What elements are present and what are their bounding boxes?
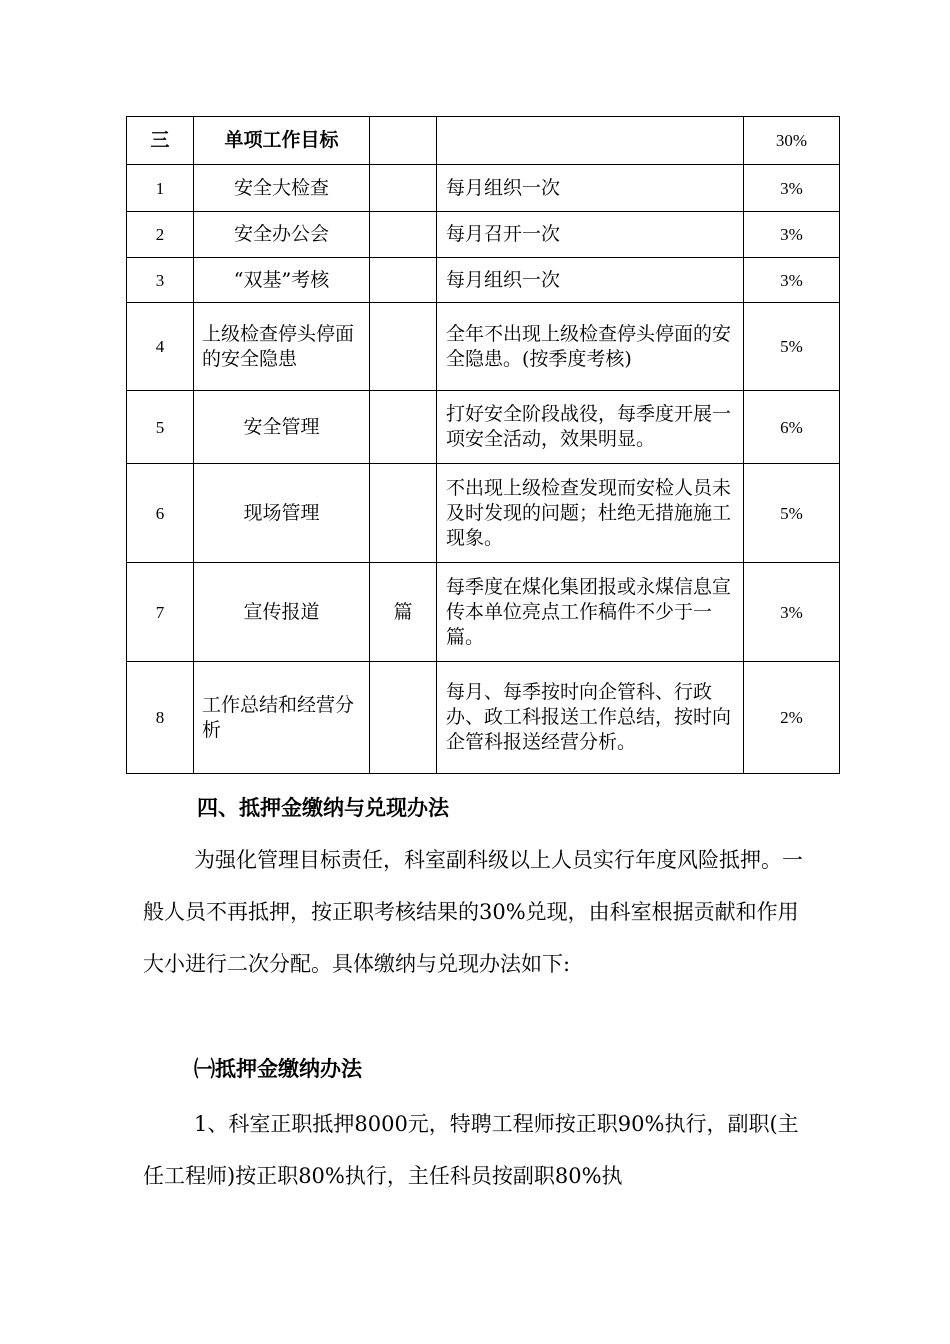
row-number: 2 (127, 212, 194, 258)
item-name: 现场管理 (194, 464, 370, 563)
unit-cell (370, 464, 437, 563)
standard-cell: 每月、每季按时向企管科、行政办、政工科报送工作总结，按时向企管科报送经营分析。 (437, 662, 744, 774)
weight-cell: 3% (744, 212, 840, 258)
weight-cell: 5% (744, 464, 840, 563)
row-number: 1 (127, 165, 194, 212)
row-number: 8 (127, 662, 194, 774)
standard-cell: 全年不出现上级检查停头停面的安全隐患。(按季度考核) (437, 303, 744, 391)
weight-cell: 3% (744, 563, 840, 662)
row-number: 三 (127, 117, 194, 165)
table-row (127, 212, 840, 258)
unit-cell: 篇 (370, 563, 437, 662)
table-row (127, 117, 840, 165)
body-paragraph-item-1: 1、科室正职抵押8000元，特聘工程师按正职90%执行，副职(主任工程师)按正职80%执行，主任科员按副职80%执 (143, 1112, 799, 1188)
weight-cell: 6% (744, 391, 840, 464)
standard-cell: 不出现上级检查发现而安检人员未及时发现的问题；杜绝无措施施工现象。 (437, 464, 744, 563)
item-name: 安全大检查 (194, 165, 370, 212)
item-name: 安全管理 (194, 391, 370, 464)
unit-cell (370, 258, 437, 303)
table-row (127, 303, 840, 391)
standard-cell: 每季度在煤化集团报或永煤信息宣传本单位亮点工作稿件不少于一篇。 (437, 563, 744, 662)
item-name: 工作总结和经营分析 (194, 662, 370, 774)
standard-cell: 打好安全阶段战役，每季度开展一项安全活动，效果明显。 (437, 391, 744, 464)
body-paragraph: 为强化管理目标责任，科室副科级以上人员实行年度风险抵押。一般人员不再抵押，按正职考核结果的30%兑现，由科室根据贡献和作用大小进行二次分配。具体缴纳与兑现办法如下: (143, 848, 803, 976)
table-row (127, 258, 840, 303)
row-number: 6 (127, 464, 194, 563)
item-name: “双基”考核 (194, 258, 370, 303)
weight-cell: 3% (744, 165, 840, 212)
weight-cell: 5% (744, 303, 840, 391)
weight-cell: 30% (744, 117, 840, 165)
item-name: 宣传报道 (194, 563, 370, 662)
table-row (127, 662, 840, 774)
weight-cell: 2% (744, 662, 840, 774)
table-row (127, 165, 840, 212)
standard-cell (437, 117, 744, 165)
item-name: 上级检查停头停面的安全隐患 (194, 303, 370, 391)
row-number: 7 (127, 563, 194, 662)
row-number: 3 (127, 258, 194, 303)
standard-cell: 每月召开一次 (437, 212, 744, 258)
standard-cell: 每月组织一次 (437, 165, 744, 212)
table-row (127, 391, 840, 464)
table-row (127, 464, 840, 563)
unit-cell (370, 165, 437, 212)
sub-heading: ㈠抵押金缴纳办法 (194, 1056, 362, 1081)
unit-cell (370, 212, 437, 258)
goals-table (126, 116, 840, 774)
row-number: 5 (127, 391, 194, 464)
section-heading: 四、抵押金缴纳与兑现办法 (197, 795, 449, 820)
item-name: 安全办公会 (194, 212, 370, 258)
weight-cell: 3% (744, 258, 840, 303)
row-number: 4 (127, 303, 194, 391)
standard-cell: 每月组织一次 (437, 258, 744, 303)
unit-cell (370, 391, 437, 464)
table-row (127, 563, 840, 662)
unit-cell (370, 662, 437, 774)
unit-cell (370, 303, 437, 391)
unit-cell (370, 117, 437, 165)
item-name: 单项工作目标 (194, 117, 370, 165)
